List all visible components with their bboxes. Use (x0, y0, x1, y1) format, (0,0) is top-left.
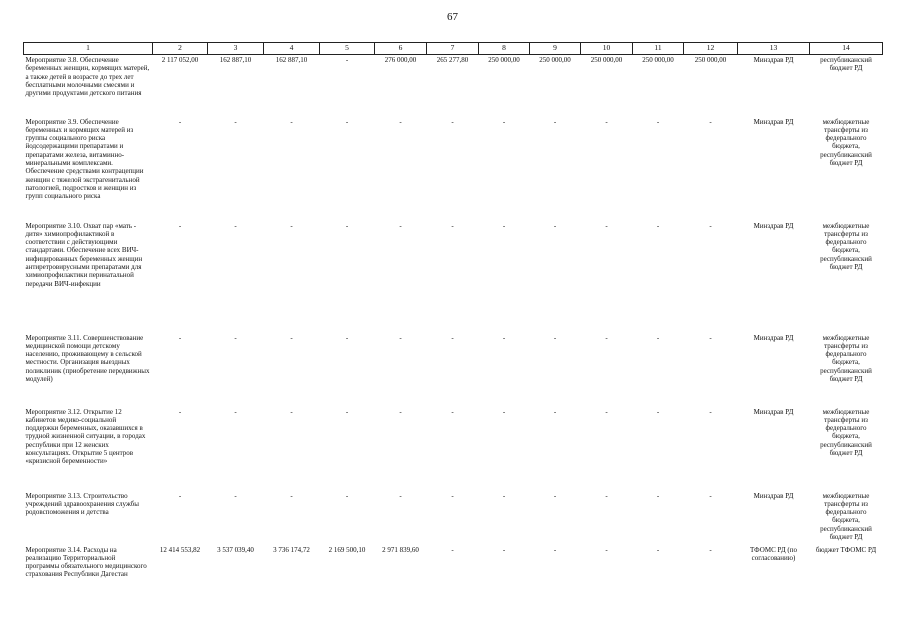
measure-description: Мероприятие 3.8. Обеспечение беременных женщин, кормящих матерей, а также детей в возрасте до трех лет бесплатными молочными смесями и другими продуктами детского питания (25, 56, 150, 98)
funding-source-cell: республиканский бюджет РД (820, 56, 872, 73)
value-cell: - (502, 407, 506, 416)
executor-cell: Минздрав РД (753, 333, 794, 342)
column-header: 2 (153, 43, 208, 55)
value-cell: - (605, 333, 608, 342)
value-cell: - (178, 491, 182, 500)
executor-cell: Минздрав РД (753, 56, 794, 64)
measure-description: Мероприятие 3.13. Строительство учреждений здравоохранения службы родовспоможения и детства (25, 491, 139, 517)
value-cell: 276 000,00 (384, 56, 417, 64)
value-cell: - (502, 491, 506, 500)
value-cell: 2 169 500,10 (328, 545, 366, 554)
measure-description: Мероприятие 3.11. Совершенствование медицинской помощи детскому населению, проживающему в сельской местности. Организация выездных поликлиник (приобретение передвижных модулей) (25, 333, 150, 383)
value-cell: 250 000,00 (694, 56, 727, 64)
value-cell: - (451, 407, 454, 416)
executor-cell: Минздрав РД (753, 491, 794, 500)
value-cell: - (709, 333, 712, 342)
value-cell: - (709, 491, 712, 500)
value-cell: - (709, 117, 712, 126)
column-header: 10 (581, 43, 633, 55)
value-cell: - (178, 117, 182, 126)
funding-source-cell: бюджет ТФОМС РД (815, 545, 877, 554)
table-row (24, 545, 883, 595)
column-header: 11 (633, 43, 684, 55)
value-cell: - (178, 221, 182, 230)
executor-cell: Минздрав РД (753, 117, 794, 126)
value-cell: - (234, 221, 237, 230)
value-cell: - (399, 333, 402, 342)
value-cell: - (605, 221, 608, 230)
value-cell: - (178, 407, 182, 416)
value-cell: - (399, 117, 402, 126)
value-cell: - (502, 333, 506, 342)
value-cell: - (656, 545, 660, 554)
column-header: 3 (208, 43, 264, 55)
value-cell: - (345, 117, 349, 126)
value-cell: - (399, 491, 402, 500)
funding-source-cell: межбюджетные трансферты из федерального бюджета, республиканский бюджет РД (820, 221, 872, 271)
value-cell: - (709, 221, 712, 230)
column-header: 8 (479, 43, 530, 55)
value-cell: - (553, 407, 557, 416)
measure-description: Мероприятие 3.14. Расходы на реализацию Территориальной программы обязательного медицинского страхования Республики Дагестан (25, 545, 147, 579)
value-cell: - (502, 545, 506, 554)
value-cell: - (345, 407, 349, 416)
value-cell: - (502, 221, 506, 230)
value-cell: - (345, 56, 349, 64)
column-header: 5 (320, 43, 375, 55)
value-cell: - (605, 117, 608, 126)
value-cell: 250 000,00 (539, 56, 571, 64)
value-cell: - (399, 221, 402, 230)
value-cell: 250 000,00 (642, 56, 674, 64)
funding-source-cell: межбюджетные трансферты из федерального бюджета, республиканский бюджет РД (820, 407, 872, 457)
table-row (24, 221, 883, 333)
measure-description: Мероприятие 3.10. Охват пар «мать - дитя» химиопрофилактикой в соответствии с действующими стандартами. Обеспечение всех ВИЧ-инфицированных беременных женщин антиретровирусными препаратами для химиопрофилактики перинатальной передачи ВИЧ-инфекции (25, 221, 143, 288)
funding-source-cell: межбюджетные трансферты из федерального бюджета, республиканский бюджет РД (820, 117, 872, 167)
value-cell: - (656, 407, 660, 416)
value-cell: - (605, 491, 608, 500)
table-row (24, 333, 883, 407)
value-cell: - (234, 491, 237, 500)
value-cell: - (656, 221, 660, 230)
executor-cell: Минздрав РД (753, 407, 794, 416)
value-cell: 162 887,10 (275, 56, 308, 64)
value-cell: - (709, 407, 712, 416)
value-cell: - (451, 221, 454, 230)
value-cell: - (502, 117, 506, 126)
column-header: 12 (684, 43, 738, 55)
value-cell: - (290, 407, 293, 416)
funding-source-cell: межбюджетные трансферты из федерального бюджета, республиканский бюджет РД (820, 333, 872, 383)
column-header: 13 (738, 43, 810, 55)
column-header: 14 (810, 43, 883, 55)
value-cell: 162 887,10 (219, 56, 252, 64)
value-cell: 2 117 052,00 (161, 56, 199, 64)
value-cell: - (234, 407, 237, 416)
executor-cell: Минздрав РД (753, 221, 794, 230)
value-cell: - (290, 491, 293, 500)
value-cell: 12 414 553,82 (159, 545, 201, 554)
value-cell: - (234, 117, 237, 126)
funding-source-cell: межбюджетные трансферты из федерального бюджета, республиканский бюджет РД (820, 491, 872, 541)
table-row (24, 117, 883, 221)
column-header: 4 (264, 43, 320, 55)
value-cell: - (345, 333, 349, 342)
value-cell: - (553, 333, 557, 342)
value-cell: 3 537 039,40 (217, 545, 254, 554)
program-table (23, 42, 883, 595)
column-header: 9 (530, 43, 581, 55)
value-cell: - (553, 221, 557, 230)
table-row (24, 491, 883, 545)
executor-cell: ТФОМС РД (по согласованию) (750, 545, 797, 562)
column-header: 6 (375, 43, 427, 55)
value-cell: - (290, 221, 293, 230)
column-header: 7 (427, 43, 479, 55)
value-cell: - (656, 491, 660, 500)
column-header: 1 (24, 43, 153, 55)
measure-description: Мероприятие 3.9. Обеспечение беременных и кормящих матерей из группы социального риска йодсодержащими препаратами и препаратами железа, витаминно-минеральными комплексами. Обеспечение средствами контрацепции женщин с тяжелой экстрагенитальной патологией, подростков и женщин из групп социального риска (25, 117, 144, 201)
value-cell: - (451, 333, 454, 342)
value-cell: - (553, 491, 557, 500)
value-cell: 250 000,00 (488, 56, 520, 64)
page-number: 67 (447, 11, 458, 23)
value-cell: - (345, 221, 349, 230)
value-cell: - (290, 333, 293, 342)
measure-description: Мероприятие 3.12. Открытие 12 кабинетов медико-социальной поддержки беременных, оказавшихся в трудной жизненной ситуации, в городах республики при 12 женских консультациях. Открытие 5 центров «кризисной беременности» (25, 407, 146, 466)
column-number-header (24, 43, 883, 55)
value-cell: - (656, 333, 660, 342)
value-cell: - (345, 491, 349, 500)
value-cell: - (553, 545, 557, 554)
table-row (24, 407, 883, 491)
value-cell: - (656, 117, 660, 126)
value-cell: - (709, 545, 712, 554)
value-cell: 3 736 174,72 (273, 545, 310, 554)
value-cell: - (553, 117, 557, 126)
value-cell: - (605, 545, 608, 554)
value-cell: - (178, 333, 182, 342)
value-cell: - (451, 117, 454, 126)
value-cell: - (290, 117, 293, 126)
value-cell: 2 971 839,60 (382, 545, 419, 554)
value-cell: - (605, 407, 608, 416)
table-row (24, 55, 883, 117)
value-cell: 265 277,80 (436, 56, 469, 64)
value-cell: - (399, 407, 402, 416)
value-cell: - (234, 333, 237, 342)
value-cell: 250 000,00 (590, 56, 623, 64)
value-cell: - (451, 545, 454, 554)
value-cell: - (451, 491, 454, 500)
